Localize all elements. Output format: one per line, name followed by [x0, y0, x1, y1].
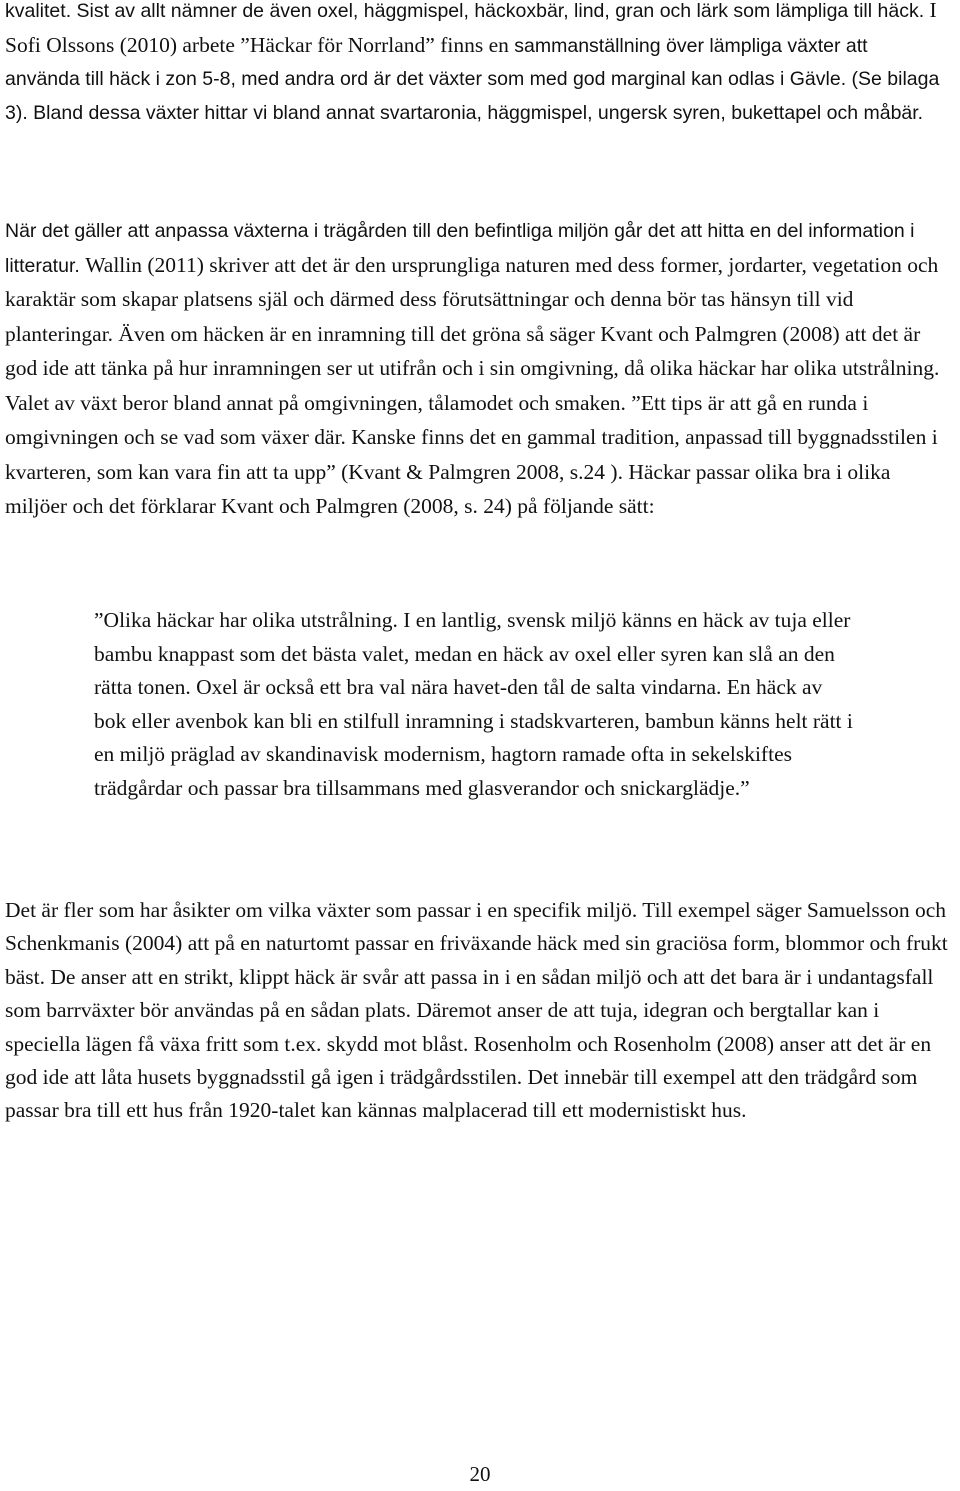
paragraph-opinions: Det är fler som har åsikter om vilka växter som passar i en specifik miljö. Till exempel säger Samuelsson och Schenkmanis (2004) att på en naturtomt passar en friväxande häck med sin graciösa form, blommor och frukt bäst. De anser att en strikt, klippt häck är svår att passa in i en sådan miljö och att det bara är i undantagsfall som barrväxter bör användas på en sådan plats. Däremot anser de att tuja, idegran och bergtallar kan i speciella lägen få växa fritt som t.ex. skydd mot blåst. Rosenholm och Rosenholm (2008) anser att det är en god ide att låta husets byggnadsstil gå igen i trädgårdsstilen. Det innebär till exempel att den trädgård som passar bra till ett hus från 1920-talet kan kännas malplacerad till ett modernistiskt hus. — [5, 898, 948, 1123]
page-number: 20 — [469, 1462, 491, 1486]
paragraph1-text-b: I Sofi Olssons (2010) arbete ”Häckar för Norrland” finns en — [5, 0, 937, 57]
paragraph1-text-a: kvalitet. Sist av allt nämner de även oxel, häggmispel, häckoxbär, lind, gran och lärk som lämpliga till häck. — [5, 0, 930, 22]
paragraph-plants-for-hedges — [5, 0, 945, 130]
paragraph1-text-c: sammanställning över lämpliga växter att använda till häck i zon 5-8, med andra ord är det växter som med god marginal kan odlas i Gävle. (Se bilaga 3). Bland dessa växter hittar vi bland annat svartaronia, häggmispel, ungersk syren, bukettapel och måbär. — [5, 34, 940, 124]
paragraph2-text-b: Wallin (2011) skriver att det är den ursprungliga naturen med dess former, jordarter, vegetation och karaktär som skapar platsens själ och därmed dess förutsättningar och denna bör tas hänsyn till vid planteringar. Även om häcken är en inramning till det gröna så säger Kvant och Palmgren (2008) att det är god ide att tänka på hur inramningen ser ut utifrån och i sin omgivning, då olika häckar har olika utstrålning. Valet av växt beror bland annat på omgivningen, tålamodet och smaken. ”Ett tips är att gå en runda i omgivningen och se vad som växer där. Kanske finns det en gammal tradition, anpassad till byggnadsstilen i kvarteren, som kan vara fin att ta upp” (Kvant & Palmgren 2008, s.24 ). Häckar passar olika bra i olika miljöer och det förklarar Kvant och Palmgren (2008, s. 24) på följande sätt: — [5, 252, 940, 518]
block-quote: ”Olika häckar har olika utstrålning. I en lantlig, svensk miljö känns en häck av tuja eller bambu knappast som det bästa valet, medan en häck av oxel eller syren kan slå an den rätta tonen. Oxel är också ett bra val nära havet-den tål de salta vindarna. En häck av bok eller avenbok kan bli en stilfull inramning i stadskvarteren, bambun känns helt rätt i en miljö präglad av skandinavisk modernism, hagtorn ramade ofta in sekelskiftes trädgårdar och passar bra tillsammans med glasverandor och snickarglädje.” — [94, 608, 853, 800]
paragraph2-text-a: När det gäller att anpassa växterna i trägården till den befintliga miljön går det att hitta en del information i litteratur. — [5, 220, 915, 277]
paragraph-adapting-plants — [5, 215, 950, 525]
